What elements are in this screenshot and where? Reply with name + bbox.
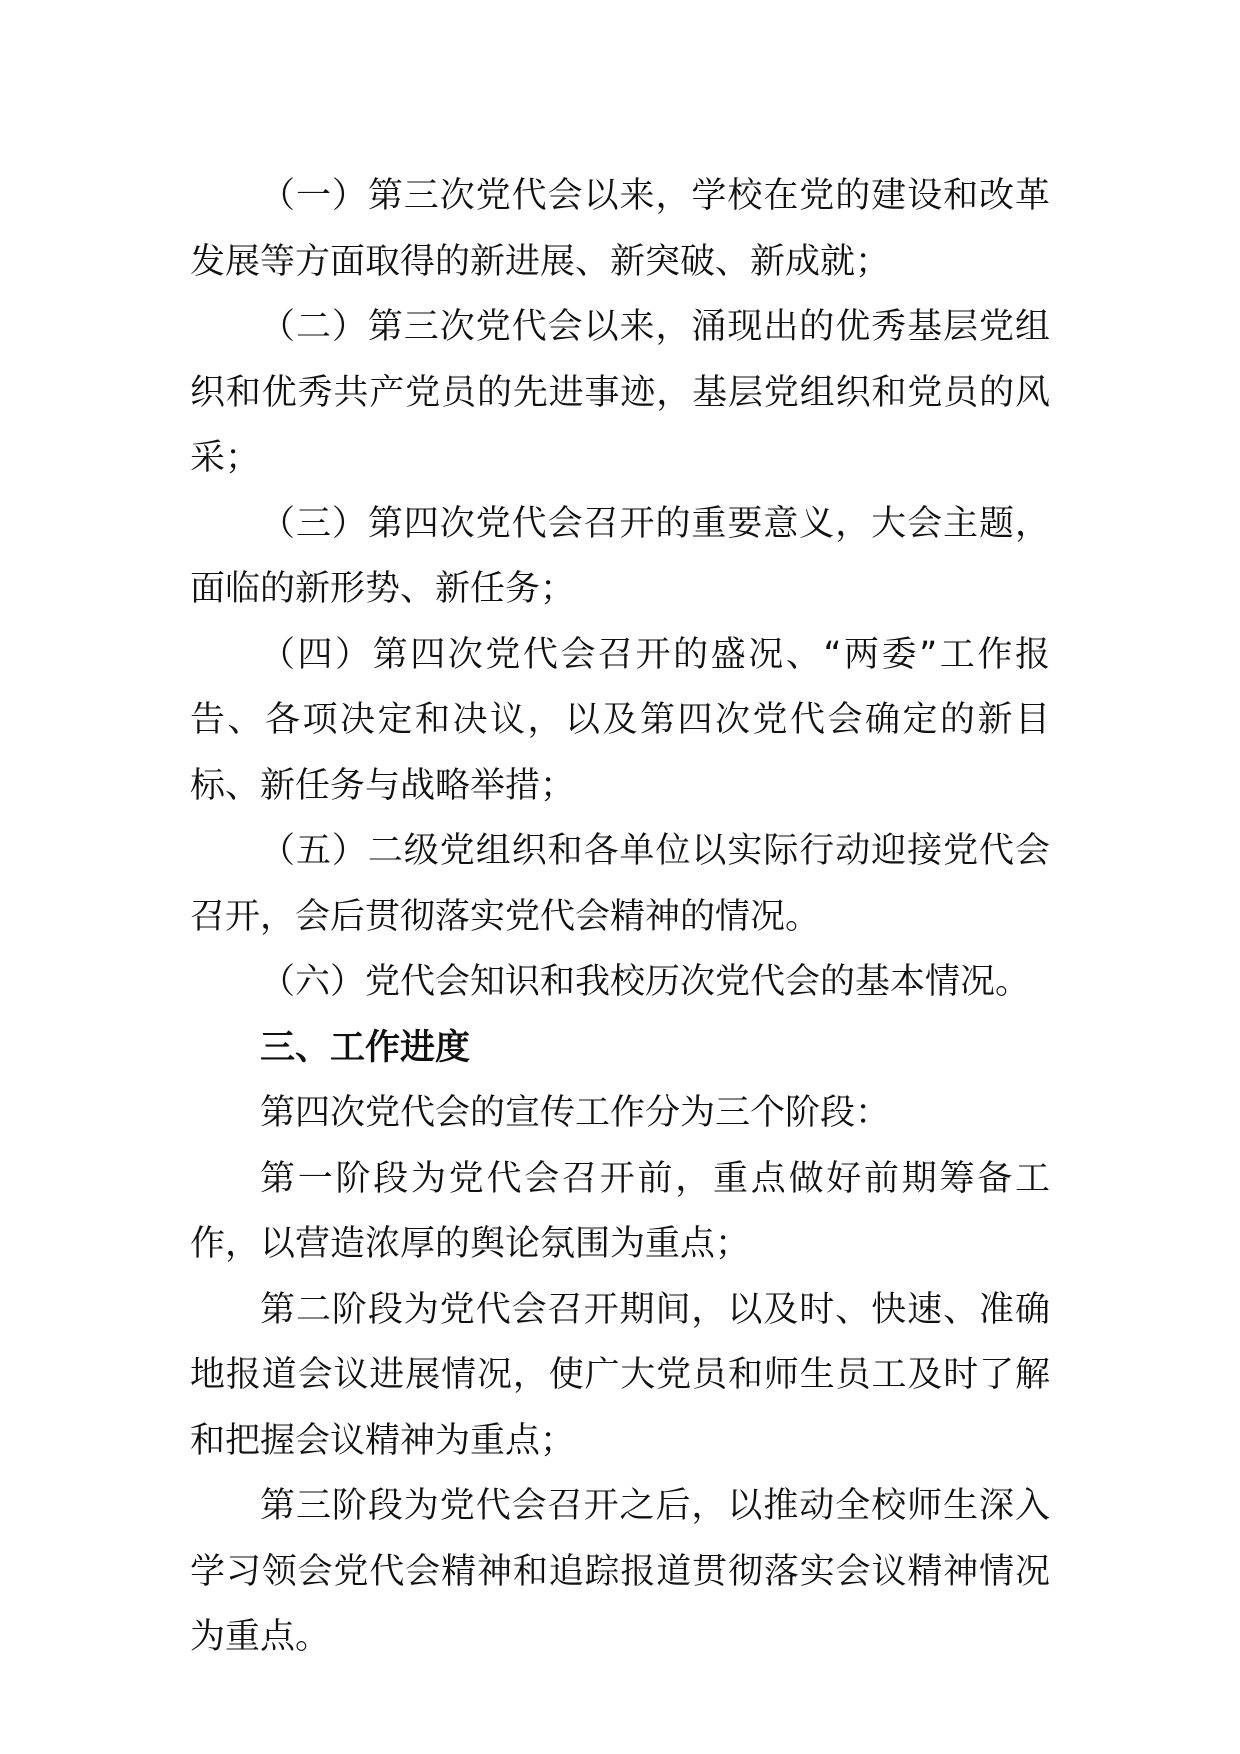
content-item-6: （六）党代会知识和我校历次党代会的基本情况。: [260, 962, 1031, 1002]
stage-2-paragraph: 第二阶段为党代会召开期间，以及时、快速、准确地报道会议进展情况，使广大党员和师生员工及时了解和把握会议精神为重点；: [190, 1289, 1050, 1461]
stage-3-paragraph: 第三阶段为党代会召开之后，以推动全校师生深入学习领会党代会精神和追踪报道贯彻落实会议精神情况为重点。: [190, 1486, 1050, 1657]
stage-1-paragraph: 第一阶段为党代会召开前，重点做好前期筹备工作，以营造浓厚的舆论氛围为重点；: [190, 1158, 1050, 1264]
content-item-3: （三）第四次党代会召开的重要意义，大会主题，面临的新形势、新任务；: [190, 503, 1050, 609]
content-item-4: （四）第四次党代会召开的盛况、“两委”工作报告、各项决定和决议，以及第四次党代会确定的新目标、新任务与战略举措；: [190, 634, 1050, 806]
document-body: [190, 164, 1050, 1671]
section-intro: 第四次党代会的宣传工作分为三个阶段：: [260, 1093, 891, 1133]
section-heading: 三、工作进度: [260, 1027, 471, 1068]
content-item-2: （二）第三次党代会以来，涌现出的优秀基层党组织和优秀共产党员的先进事迹，基层党组织和党员的风采；: [190, 307, 1050, 478]
content-item-5: （五）二级党组织和各单位以实际行动迎接党代会召开，会后贯彻落实党代会精神的情况。: [190, 831, 1050, 937]
content-item-1: （一）第三次党代会以来，学校在党的建设和改革发展等方面取得的新进展、新突破、新成就；: [190, 176, 1050, 282]
